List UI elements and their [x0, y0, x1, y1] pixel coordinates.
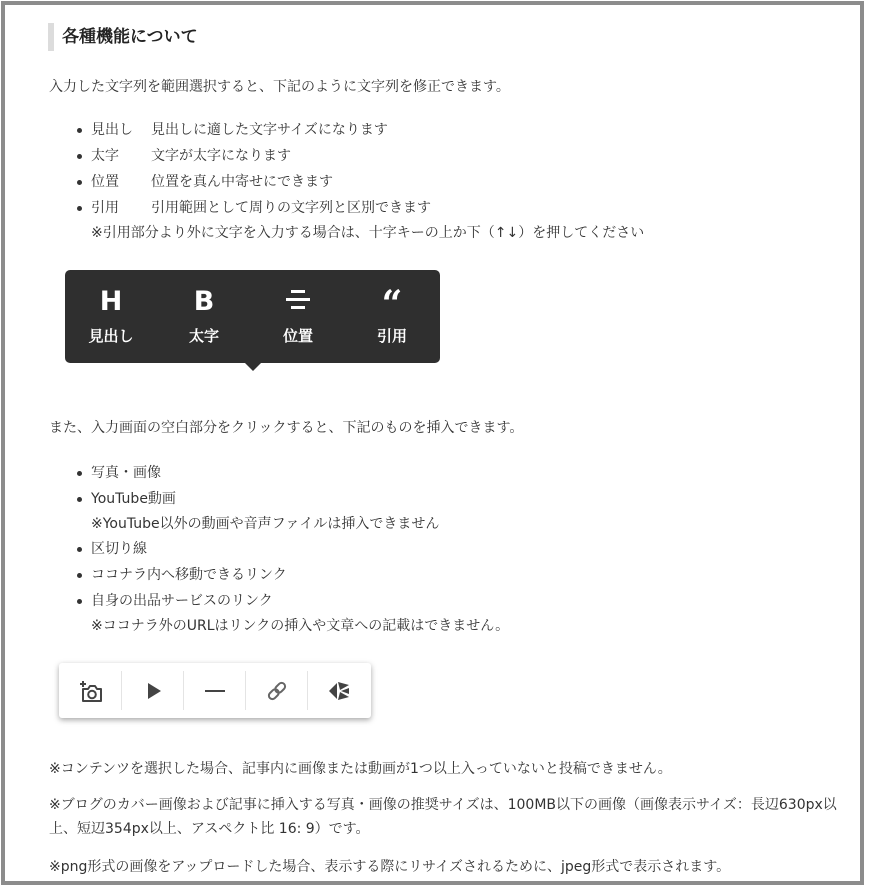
insert-item-text: 自身の出品サービスのリンク	[91, 593, 273, 609]
help-panel	[1, 1, 864, 885]
list-item	[77, 117, 644, 143]
note-content-requirement: ※コンテンツを選択した場合、記事内に画像または動画が1つ以上入っていないと投稿できません。	[49, 761, 672, 777]
play-icon	[140, 678, 166, 704]
add-photo-icon	[78, 678, 104, 704]
quote-icon: “	[381, 283, 403, 325]
quote-label: 引用	[376, 327, 407, 345]
list-item	[77, 195, 644, 245]
insert-service-button[interactable]	[307, 663, 369, 718]
align-center-icon	[258, 286, 338, 318]
feature-note: ※引用部分より外に文字を入力する場合は、十字キーの上か下（↑↓）を押してください	[91, 225, 645, 241]
insert-photo-button[interactable]	[59, 663, 121, 718]
list-item	[77, 562, 509, 588]
intro-text: 入力した文字列を範囲選択すると、下記のように文字列を修正できます。	[49, 79, 510, 95]
list-item	[77, 143, 644, 169]
insert-divider-button[interactable]	[183, 663, 245, 718]
insert-item-text: ココナラ内へ移動できるリンク	[91, 567, 287, 583]
align-button[interactable]	[258, 286, 338, 348]
list-item	[77, 460, 509, 486]
insert-item-text: YouTube動画	[91, 491, 176, 507]
link-icon	[264, 678, 290, 704]
insert-link-button[interactable]	[245, 663, 307, 718]
note-png-format: ※png形式の画像をアップロードした場合、表示する際にリサイズされるために、jpeg形式で表示されます。	[49, 859, 731, 875]
insert-feature-list	[77, 460, 509, 638]
insert-video-button[interactable]	[121, 663, 183, 718]
insert-intro-text: また、入力画面の空白部分をクリックすると、下記のものを挿入できます。	[49, 420, 524, 436]
format-toolbar	[65, 270, 440, 363]
insert-item-text: 区切り線	[91, 541, 147, 557]
insert-toolbar	[59, 663, 371, 718]
list-item	[77, 169, 644, 195]
divider-icon	[202, 678, 228, 704]
insert-item-note: ※YouTube以外の動画や音声ファイルは挿入できません	[91, 516, 440, 532]
feature-term: 太字	[91, 148, 119, 164]
list-item	[77, 536, 509, 562]
feature-term: 見出し	[91, 122, 133, 138]
insert-item-text: 写真・画像	[91, 465, 161, 481]
coconala-logo-icon	[326, 678, 352, 704]
bold-icon: B	[193, 286, 215, 317]
list-item	[77, 588, 509, 638]
feature-desc: 位置を真ん中寄せにできます	[151, 174, 333, 190]
bold-button[interactable]	[164, 286, 244, 348]
note-image-size: ※ブログのカバー画像および記事に挿入する写真・画像の推奨サイズは、100MB以下の画像（画像表示サイズ：長辺630px以上、短辺354px以上、アスペクト比 16: 9）です。	[49, 797, 837, 837]
heading-button[interactable]	[71, 286, 151, 348]
format-feature-list	[77, 117, 644, 245]
align-label: 位置	[282, 327, 313, 345]
feature-desc: 文字が太字になります	[151, 148, 291, 164]
feature-desc: 引用範囲として周りの文字列と区別できます	[151, 200, 431, 216]
bold-label: 太字	[188, 327, 219, 345]
insert-item-note: ※ココナラ外のURLはリンクの挿入や文章への記載はできません。	[91, 618, 510, 634]
feature-desc: 見出しに適した文字サイズになります	[151, 122, 388, 138]
feature-term: 位置	[91, 174, 119, 190]
feature-term: 引用	[91, 200, 119, 216]
heading-label: 見出し	[88, 327, 134, 345]
heading-icon: H	[99, 286, 123, 317]
section-heading: 各種機能について	[48, 23, 198, 51]
list-item	[77, 486, 509, 536]
quote-button[interactable]	[352, 283, 432, 348]
